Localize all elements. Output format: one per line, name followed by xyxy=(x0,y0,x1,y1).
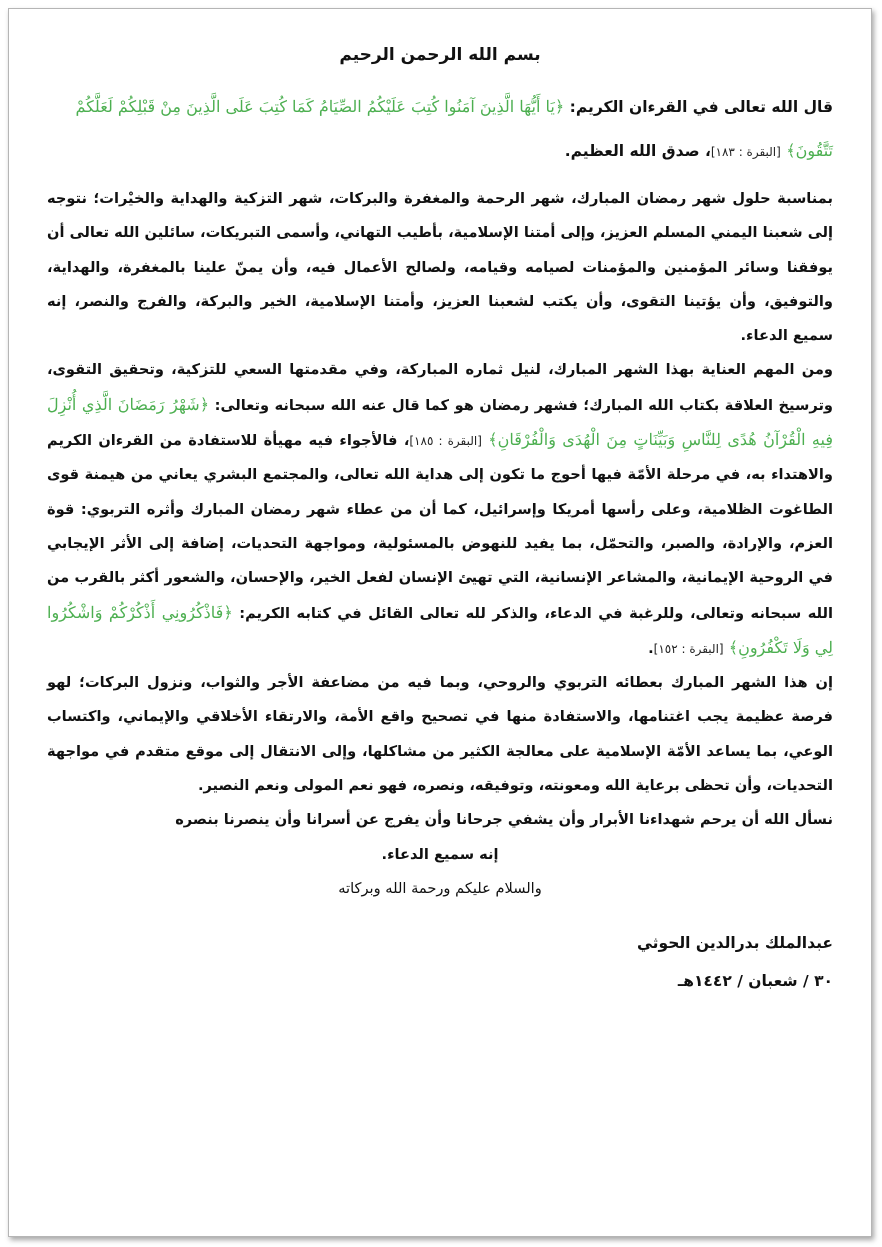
quran-verse-183: ﴿يَا أَيُّهَا الَّذِينَ آمَنُوا كُتِبَ عَلَيْكُمُ الصِّيَامُ كَمَا كُتِبَ عَلَى الَّذِينَ مِنْ قَبْلِكُمْ لَعَلَّكُمْ تَتَّقُونَ﴾ xyxy=(75,97,833,160)
paragraph-ramadan-benefits xyxy=(47,353,833,666)
paragraph-prayer: نسأل الله أن يرحم شهداءنا الأبرار وأن يشفي جرحانا وأن يفرج عن أسرانا وأن ينصرنا بنصره xyxy=(175,811,833,829)
document-content xyxy=(47,45,833,1000)
verse-reference-183: [البقرة : ١٨٣] xyxy=(710,145,781,159)
basmala-heading: بسم الله الرحمن الرحيم xyxy=(339,45,541,65)
paragraph-ramadan-rest: ، فالأجواء فيه مهيأة للاستفادة من القرءان الكريم والاهتداء به، في مرحلة الأمّة فيها أحوج ما تكون إلى هداية الله تعالى، والمجتمع البشري يعاني من هيمنة قوى الطاغوت الظلامية، وعلى رأسها أمريكا وإسرائيل، كما أن من عطاء شهر رمضان المبارك وأثره التربوي: قوة العزم، والإرادة، والصبر، والتحمّل، بما يفيد للنهوض بالمسئولية، ومواجهة التحديات، إضافة إلى الأثر الإيجابي في الروحية الإيمانية، والمشاعر الإنسانية، التي تهيئ الإنسان لفعل الخير، والإحسان، والشعور أكثر بالقرب من الله سبحانه وتعالى، وللرغبة في الدعاء، والذكر لله تعالى القائل في كتابه الكريم: xyxy=(47,432,833,622)
signature-date: ٣٠ / شعبان / ١٤٤٢هـ xyxy=(677,972,833,991)
paragraph-ramadan-start: ومن المهم العناية بهذا الشهر المبارك، لنيل ثماره المباركة، وفي مقدمتها السعي للتزكية، وتحقيق التقوى، وترسيخ العلاقة بكتاب الله المبارك؛ فشهر رمضان هو كما قال عنه الله سبحانه وتعالى: xyxy=(47,361,833,414)
intro-tail: ، صدق الله العظيم. xyxy=(564,142,711,160)
intro-lead: قال الله تعالى في القرءان الكريم: xyxy=(569,98,833,116)
verse-reference-152: [البقرة : ١٥٢] xyxy=(653,641,724,656)
signature-block xyxy=(47,924,833,1000)
paragraph-ramadan-end: . xyxy=(648,639,654,657)
document-page xyxy=(8,8,872,1237)
closing-line-2: والسلام عليكم ورحمة الله وبركاته xyxy=(338,879,542,897)
signature-name: عبدالملك بدرالدين الحوثي xyxy=(636,934,833,953)
intro-paragraph xyxy=(47,85,833,174)
paragraph-greeting: بمناسبة حلول شهر رمضان المبارك، شهر الرحمة والمغفرة والبركات، شهر التزكية والهداية والخيْرات؛ نتوجه إلى شعبنا اليمني المسلم العزيز، وإلى أمتنا الإسلامية، بأطيب التهاني، وأسمى التبريكات، سائلين الله تعالى أن يوفقنا وسائر المؤمنين والمؤمنات لصيامه وقيامه، ولصالح الأعمال فيه، وأن يمنّ علينا بالمغفرة، والهداية، والتوفيق، وأن يؤتينا التقوى، وأن يكتب لشعبنا العزيز، وأمتنا الإسلامية، الخير والبركة، والفرج والنصر، إنه سميع الدعاء. xyxy=(47,190,833,345)
paragraph-opportunity: إن هذا الشهر المبارك بعطائه التربوي والروحي، وبما فيه من مضاعفة الأجر والثواب، ونزول البركات؛ لهو فرصة عظيمة يجب اغتنامها، والاستفادة منها في تصحيح واقع الأمة، والارتقاء الأخلاقي والإيماني، واكتساب الوعي، بما يساعد الأمّة الإسلامية على معالجة الكثير من مشاكلها، وإلى الانتقال إلى موقع متقدم في مواجهة التحديات، وأن تحظى برعاية الله ومعونته، وتوفيقه، ونصره، فهو نعم المولى ونعم النصير. xyxy=(47,674,833,795)
quran-verse-152: ﴿فَاذْكُرُونِي أَذْكُرْكُمْ وَاشْكُرُوا لِي وَلَا تَكْفُرُونِ﴾ xyxy=(47,602,833,657)
verse-reference-185: [البقرة : ١٨٥] xyxy=(409,434,482,449)
quran-verse-185: ﴿شَهْرُ رَمَضَانَ الَّذِي أُنْزِلَ فِيهِ الْقُرْآنُ هُدًى لِلنَّاسِ وَبَيِّنَاتٍ مِنَ الْهُدَى وَالْفُرْقَانِ﴾ xyxy=(47,394,833,450)
closing-line-1: إنه سميع الدعاء. xyxy=(381,845,499,863)
